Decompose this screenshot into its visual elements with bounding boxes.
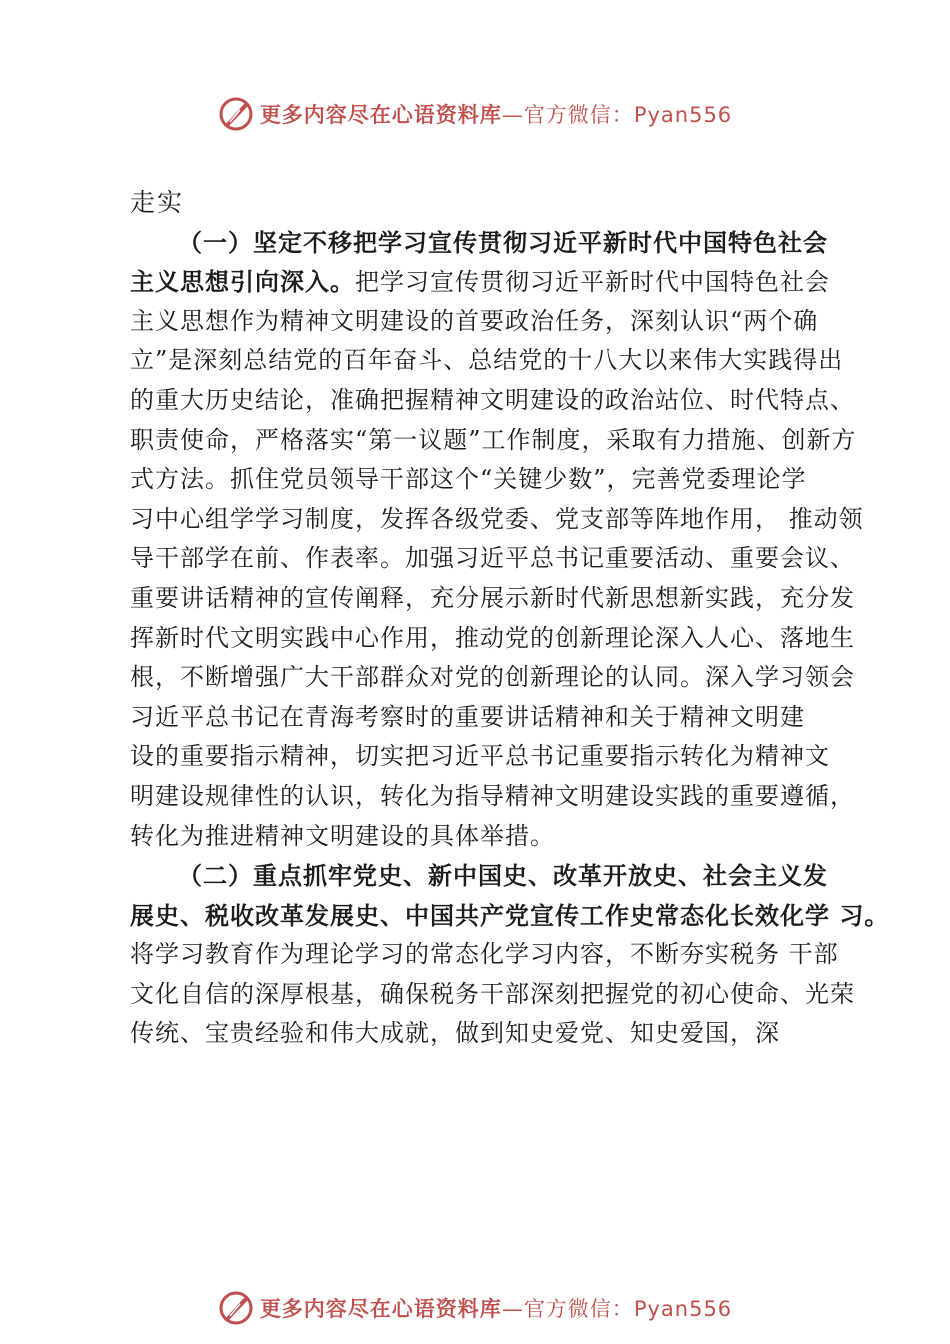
text-line — [130, 896, 890, 936]
body-text: 文化自信的深厚根基，确保税务干部深刻把握党的初心使命、光荣 — [130, 979, 855, 1008]
text-line — [130, 935, 850, 975]
watermark-separator: — — [501, 1297, 524, 1321]
text-line — [130, 856, 850, 896]
body-text: 导干部学在前、作表率。加强习近平总书记重要活动、重要会议、 — [130, 544, 855, 573]
body-text: 习近平总书记在青海考察时的重要讲话精神和关于精神文明建 — [130, 702, 805, 731]
text-line — [130, 421, 857, 461]
body-text: 根，不断增强广大干部群众对党的创新理论的认同。深入学习领会 — [130, 663, 855, 692]
watermark-contact-label: 官方微信： — [523, 103, 634, 127]
watermark-banner-top — [0, 90, 950, 138]
body-text: 挥新时代文明实践中心作用，推动党的创新理论深入人心、落地生 — [130, 623, 855, 652]
text-line — [130, 381, 855, 421]
text-line — [130, 698, 850, 738]
text-line — [130, 658, 855, 698]
watermark-separator: — — [501, 103, 524, 127]
body-text: 立”是深刻总结党的百年奋斗、总结党的十八大以来伟大实践得出 — [130, 346, 844, 375]
text-line — [130, 460, 850, 500]
body-text: 将学习教育作为理论学习的常态化学习内容，不断夯实税务 干部 — [130, 940, 839, 969]
quill-pen-logo-icon — [218, 1290, 254, 1326]
text-line — [130, 579, 855, 619]
text-line — [130, 619, 855, 659]
watermark-contact-label: 官方微信： — [523, 1297, 634, 1321]
document-body — [130, 183, 890, 1054]
text-line — [130, 1014, 850, 1054]
body-text: 把学习宣传贯彻习近平新时代中国特色社会 — [355, 268, 830, 297]
bold-lead-text: （二）重点抓牢党史、新中国史、改革开放史、社会主义发 — [178, 861, 828, 891]
section-heading: 走实 — [130, 188, 185, 217]
body-text: 式方法。抓住党员领导干部这个“关键少数”，完善党委理论学 — [130, 465, 807, 494]
text-line — [130, 777, 855, 817]
watermark-banner-bottom — [0, 1284, 950, 1332]
watermark-brand: 更多内容尽在心语资料库 — [259, 103, 502, 127]
text-line — [130, 737, 850, 777]
quill-pen-logo-icon — [218, 96, 254, 132]
watermark-text — [260, 99, 732, 129]
watermark-text — [260, 1293, 732, 1323]
bold-lead-text: 展史、税收改革发展史、中国共产党宣传工作史常态化长效化学 习。 — [130, 900, 890, 930]
text-line — [130, 975, 855, 1015]
text-line — [130, 302, 850, 342]
text-line — [130, 817, 850, 857]
body-text: 重要讲话精神的宣传阐释，充分展示新时代新思想新实践，充分发 — [130, 583, 855, 612]
body-text: 设的重要指示精神，切实把习近平总书记重要指示转化为精神文 — [130, 742, 830, 771]
text-line — [130, 223, 850, 263]
watermark-contact-id: Pyan556 — [633, 103, 733, 127]
bold-lead-text: 主义思想引向深入。 — [130, 267, 355, 297]
body-text: 转化为推进精神文明建设的具体举措。 — [130, 821, 555, 850]
paragraph-lines — [130, 223, 890, 1054]
body-text: 传统、宝贵经验和伟大成就，做到知史爱党、知史爱国，深 — [130, 1019, 780, 1048]
body-text: 职责使命，严格落实“第一议题”工作制度，采取有力措施、创新方 — [130, 425, 857, 454]
text-line — [130, 341, 850, 381]
body-text: 习中心组学学习制度，发挥各级党委、党支部等阵地作用， 推动领 — [130, 504, 864, 533]
body-text: 明建设规律性的认识，转化为指导精神文明建设实践的重要遵循， — [130, 781, 855, 810]
text-line — [130, 500, 864, 540]
text-line — [130, 539, 855, 579]
bold-lead-text: （一）坚定不移把学习宣传贯彻习近平新时代中国特色社会 — [178, 227, 828, 257]
watermark-brand: 更多内容尽在心语资料库 — [259, 1297, 502, 1321]
watermark-contact-id: Pyan556 — [633, 1297, 733, 1321]
text-line — [130, 262, 850, 302]
body-text: 的重大历史结论，准确把握精神文明建设的政治站位、时代特点、 — [130, 385, 855, 414]
body-text: 主义思想作为精神文明建设的首要政治任务，深刻认识“两个确 — [130, 306, 819, 335]
